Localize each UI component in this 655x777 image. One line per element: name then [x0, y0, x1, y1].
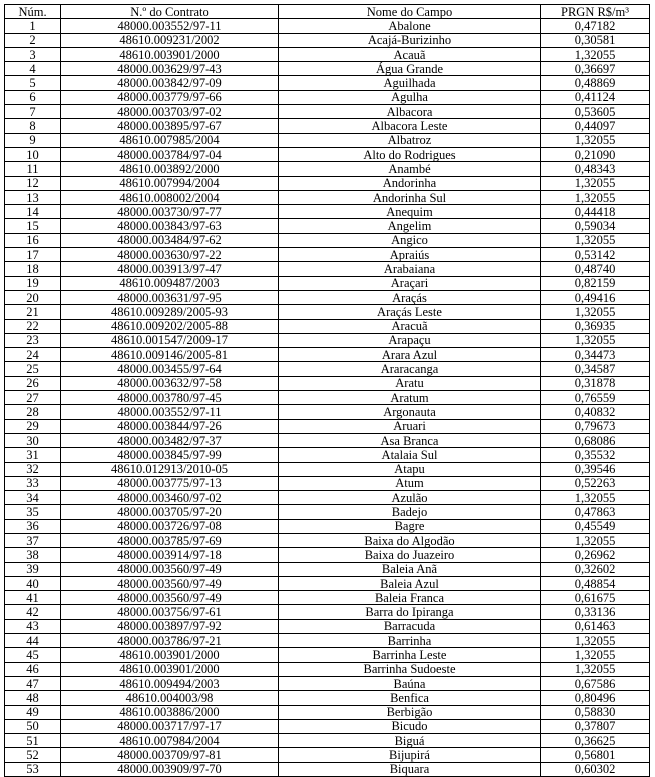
cell-field-name: Araçás Leste — [279, 305, 541, 319]
cell-num: 38 — [5, 548, 61, 562]
header-contract: N.º do Contrato — [61, 5, 279, 19]
cell-prgn: 1,32055 — [541, 176, 650, 190]
cell-contract: 48610.001547/2009-17 — [61, 333, 279, 347]
cell-contract: 48000.003784/97-04 — [61, 147, 279, 161]
cell-num: 36 — [5, 519, 61, 533]
cell-contract: 48000.003785/97-69 — [61, 533, 279, 547]
cell-num: 45 — [5, 648, 61, 662]
table-row — [5, 305, 650, 319]
cell-prgn: 1,32055 — [541, 648, 650, 662]
cell-prgn: 0,41124 — [541, 90, 650, 104]
cell-field-name: Barrinha Leste — [279, 648, 541, 662]
cell-contract: 48610.003901/2000 — [61, 648, 279, 662]
cell-prgn: 1,32055 — [541, 491, 650, 505]
cell-field-name: Aguilhada — [279, 76, 541, 90]
cell-prgn: 0,60302 — [541, 762, 650, 776]
table-row — [5, 462, 650, 476]
table-row — [5, 262, 650, 276]
cell-contract: 48000.003914/97-18 — [61, 548, 279, 562]
header-field-name: Nome do Campo — [279, 5, 541, 19]
cell-num: 29 — [5, 419, 61, 433]
cell-contract: 48000.003844/97-26 — [61, 419, 279, 433]
cell-contract: 48610.004003/98 — [61, 691, 279, 705]
cell-num: 1 — [5, 19, 61, 33]
cell-field-name: Baúna — [279, 676, 541, 690]
cell-contract: 48000.003705/97-20 — [61, 505, 279, 519]
cell-num: 42 — [5, 605, 61, 619]
cell-num: 10 — [5, 147, 61, 161]
cell-num: 52 — [5, 748, 61, 762]
table-row — [5, 533, 650, 547]
cell-num: 7 — [5, 105, 61, 119]
table-row — [5, 119, 650, 133]
cell-num: 53 — [5, 762, 61, 776]
cell-prgn: 0,58830 — [541, 705, 650, 719]
table-row — [5, 105, 650, 119]
cell-prgn: 0,36697 — [541, 62, 650, 76]
table-row — [5, 648, 650, 662]
cell-num: 23 — [5, 333, 61, 347]
cell-num: 6 — [5, 90, 61, 104]
cell-contract: 48000.003631/97-95 — [61, 290, 279, 304]
cell-field-name: Benfica — [279, 691, 541, 705]
cell-num: 20 — [5, 290, 61, 304]
cell-field-name: Berbigão — [279, 705, 541, 719]
cell-num: 46 — [5, 662, 61, 676]
cell-num: 31 — [5, 448, 61, 462]
cell-field-name: Agulha — [279, 90, 541, 104]
cell-contract: 48000.003717/97-17 — [61, 719, 279, 733]
cell-field-name: Araçari — [279, 276, 541, 290]
cell-field-name: Bagre — [279, 519, 541, 533]
cell-prgn: 0,34473 — [541, 348, 650, 362]
cell-contract: 48610.007984/2004 — [61, 734, 279, 748]
cell-num: 26 — [5, 376, 61, 390]
header-row — [5, 5, 650, 19]
cell-field-name: Arara Azul — [279, 348, 541, 362]
cell-num: 37 — [5, 533, 61, 547]
cell-prgn: 0,48343 — [541, 162, 650, 176]
cell-num: 24 — [5, 348, 61, 362]
cell-contract: 48000.003913/97-47 — [61, 262, 279, 276]
cell-num: 2 — [5, 33, 61, 47]
cell-contract: 48000.003632/97-58 — [61, 376, 279, 390]
table-row — [5, 147, 650, 161]
cell-num: 22 — [5, 319, 61, 333]
cell-num: 12 — [5, 176, 61, 190]
cell-num: 47 — [5, 676, 61, 690]
table-row — [5, 90, 650, 104]
cell-prgn: 0,21090 — [541, 147, 650, 161]
cell-prgn: 0,35532 — [541, 448, 650, 462]
cell-prgn: 1,32055 — [541, 133, 650, 147]
cell-num: 17 — [5, 248, 61, 262]
table-row — [5, 133, 650, 147]
cell-num: 34 — [5, 491, 61, 505]
cell-field-name: Aratu — [279, 376, 541, 390]
cell-prgn: 1,32055 — [541, 333, 650, 347]
cell-num: 44 — [5, 634, 61, 648]
cell-field-name: Azulão — [279, 491, 541, 505]
table-row — [5, 419, 650, 433]
table-row — [5, 19, 650, 33]
cell-contract: 48610.003901/2000 — [61, 662, 279, 676]
table-row — [5, 748, 650, 762]
cell-prgn: 0,47182 — [541, 19, 650, 33]
cell-contract: 48000.003842/97-09 — [61, 76, 279, 90]
table-row — [5, 290, 650, 304]
cell-prgn: 1,32055 — [541, 662, 650, 676]
cell-prgn: 0,56801 — [541, 748, 650, 762]
cell-num: 8 — [5, 119, 61, 133]
cell-field-name: Andorinha Sul — [279, 190, 541, 204]
cell-field-name: Aruari — [279, 419, 541, 433]
cell-prgn: 0,47863 — [541, 505, 650, 519]
cell-contract: 48610.012913/2010-05 — [61, 462, 279, 476]
table-row — [5, 319, 650, 333]
cell-prgn: 0,48854 — [541, 576, 650, 590]
cell-num: 41 — [5, 591, 61, 605]
table-row — [5, 162, 650, 176]
cell-num: 48 — [5, 691, 61, 705]
table-row — [5, 519, 650, 533]
table-row — [5, 505, 650, 519]
header-num: Núm. — [5, 5, 61, 19]
cell-field-name: Albacora — [279, 105, 541, 119]
table-row — [5, 176, 650, 190]
cell-num: 51 — [5, 734, 61, 748]
cell-field-name: Biquara — [279, 762, 541, 776]
cell-field-name: Arabaiana — [279, 262, 541, 276]
cell-field-name: Barrinha — [279, 634, 541, 648]
cell-prgn: 0,36625 — [541, 734, 650, 748]
table-row — [5, 333, 650, 347]
cell-field-name: Abalone — [279, 19, 541, 33]
table-row — [5, 548, 650, 562]
cell-contract: 48610.009231/2002 — [61, 33, 279, 47]
cell-num: 50 — [5, 719, 61, 733]
cell-num: 14 — [5, 205, 61, 219]
cell-field-name: Argonauta — [279, 405, 541, 419]
cell-num: 5 — [5, 76, 61, 90]
table-row — [5, 190, 650, 204]
cell-prgn: 0,31878 — [541, 376, 650, 390]
table-row — [5, 219, 650, 233]
cell-num: 30 — [5, 433, 61, 447]
table-row — [5, 476, 650, 490]
cell-prgn: 0,76559 — [541, 391, 650, 405]
cell-num: 21 — [5, 305, 61, 319]
cell-contract: 48000.003909/97-70 — [61, 762, 279, 776]
cell-field-name: Barra do Ipiranga — [279, 605, 541, 619]
cell-field-name: Aratum — [279, 391, 541, 405]
table-row — [5, 233, 650, 247]
cell-num: 28 — [5, 405, 61, 419]
cell-prgn: 0,40832 — [541, 405, 650, 419]
cell-num: 25 — [5, 362, 61, 376]
cell-contract: 48610.007994/2004 — [61, 176, 279, 190]
cell-field-name: Bijupirá — [279, 748, 541, 762]
cell-num: 40 — [5, 576, 61, 590]
cell-field-name: Água Grande — [279, 62, 541, 76]
cell-field-name: Angelim — [279, 219, 541, 233]
cell-field-name: Asa Branca — [279, 433, 541, 447]
cell-contract: 48000.003552/97-11 — [61, 19, 279, 33]
table-row — [5, 619, 650, 633]
cell-prgn: 0,52263 — [541, 476, 650, 490]
table-row — [5, 448, 650, 462]
cell-field-name: Badejo — [279, 505, 541, 519]
cell-contract: 48000.003560/97-49 — [61, 576, 279, 590]
cell-num: 4 — [5, 62, 61, 76]
cell-contract: 48610.003886/2000 — [61, 705, 279, 719]
cell-field-name: Barracuda — [279, 619, 541, 633]
cell-prgn: 0,32602 — [541, 562, 650, 576]
table-row — [5, 691, 650, 705]
table-row — [5, 676, 650, 690]
cell-prgn: 0,26962 — [541, 548, 650, 562]
table-row — [5, 248, 650, 262]
cell-contract: 48000.003630/97-22 — [61, 248, 279, 262]
cell-field-name: Acauã — [279, 47, 541, 61]
cell-prgn: 0,80496 — [541, 691, 650, 705]
cell-prgn: 0,48740 — [541, 262, 650, 276]
cell-contract: 48610.003892/2000 — [61, 162, 279, 176]
cell-prgn: 0,30581 — [541, 33, 650, 47]
cell-field-name: Bicudo — [279, 719, 541, 733]
table-row — [5, 734, 650, 748]
table-row — [5, 605, 650, 619]
cell-contract: 48000.003709/97-81 — [61, 748, 279, 762]
table-row — [5, 62, 650, 76]
table-row — [5, 662, 650, 676]
cell-prgn: 0,67586 — [541, 676, 650, 690]
cell-prgn: 0,37807 — [541, 719, 650, 733]
cell-contract: 48000.003560/97-49 — [61, 591, 279, 605]
table-row — [5, 562, 650, 576]
cell-contract: 48610.009487/2003 — [61, 276, 279, 290]
cell-field-name: Andorinha — [279, 176, 541, 190]
cell-num: 33 — [5, 476, 61, 490]
cell-contract: 48000.003484/97-62 — [61, 233, 279, 247]
cell-num: 3 — [5, 47, 61, 61]
cell-contract: 48610.003901/2000 — [61, 47, 279, 61]
table-row — [5, 491, 650, 505]
table-row — [5, 762, 650, 776]
cell-contract: 48610.008002/2004 — [61, 190, 279, 204]
cell-num: 49 — [5, 705, 61, 719]
cell-field-name: Baleia Azul — [279, 576, 541, 590]
contracts-table — [4, 4, 650, 777]
cell-field-name: Baixa do Algodão — [279, 533, 541, 547]
cell-contract: 48000.003726/97-08 — [61, 519, 279, 533]
cell-prgn: 0,44097 — [541, 119, 650, 133]
cell-num: 9 — [5, 133, 61, 147]
cell-prgn: 0,34587 — [541, 362, 650, 376]
cell-contract: 48610.009146/2005-81 — [61, 348, 279, 362]
cell-field-name: Albacora Leste — [279, 119, 541, 133]
cell-field-name: Aracuã — [279, 319, 541, 333]
cell-prgn: 0,53605 — [541, 105, 650, 119]
cell-num: 13 — [5, 190, 61, 204]
cell-contract: 48000.003775/97-13 — [61, 476, 279, 490]
table-row — [5, 719, 650, 733]
table-row — [5, 348, 650, 362]
header-prgn: PRGN R$/m³ — [541, 5, 650, 19]
cell-num: 39 — [5, 562, 61, 576]
table-row — [5, 33, 650, 47]
cell-prgn: 1,32055 — [541, 47, 650, 61]
cell-contract: 48610.009289/2005-93 — [61, 305, 279, 319]
cell-contract: 48610.009202/2005-88 — [61, 319, 279, 333]
cell-contract: 48000.003843/97-63 — [61, 219, 279, 233]
cell-field-name: Atapu — [279, 462, 541, 476]
cell-prgn: 0,48869 — [541, 76, 650, 90]
cell-prgn: 0,53142 — [541, 248, 650, 262]
table-row — [5, 391, 650, 405]
cell-contract: 48000.003703/97-02 — [61, 105, 279, 119]
cell-prgn: 0,68086 — [541, 433, 650, 447]
cell-num: 35 — [5, 505, 61, 519]
table-row — [5, 376, 650, 390]
table-row — [5, 205, 650, 219]
cell-contract: 48000.003895/97-67 — [61, 119, 279, 133]
cell-num: 27 — [5, 391, 61, 405]
cell-prgn: 0,61463 — [541, 619, 650, 633]
cell-contract: 48610.007985/2004 — [61, 133, 279, 147]
cell-field-name: Albatroz — [279, 133, 541, 147]
cell-prgn: 1,32055 — [541, 305, 650, 319]
cell-contract: 48000.003779/97-66 — [61, 90, 279, 104]
cell-contract: 48000.003730/97-77 — [61, 205, 279, 219]
cell-prgn: 1,32055 — [541, 533, 650, 547]
cell-contract: 48000.003629/97-43 — [61, 62, 279, 76]
cell-prgn: 1,32055 — [541, 233, 650, 247]
cell-num: 16 — [5, 233, 61, 247]
cell-prgn: 0,45549 — [541, 519, 650, 533]
cell-num: 43 — [5, 619, 61, 633]
table-row — [5, 405, 650, 419]
cell-contract: 48000.003845/97-99 — [61, 448, 279, 462]
cell-prgn: 0,33136 — [541, 605, 650, 619]
cell-prgn: 0,82159 — [541, 276, 650, 290]
cell-field-name: Anequim — [279, 205, 541, 219]
cell-contract: 48000.003786/97-21 — [61, 634, 279, 648]
table-row — [5, 576, 650, 590]
cell-prgn: 0,36935 — [541, 319, 650, 333]
cell-prgn: 1,32055 — [541, 634, 650, 648]
cell-field-name: Apraiús — [279, 248, 541, 262]
cell-contract: 48000.003482/97-37 — [61, 433, 279, 447]
cell-prgn: 0,44418 — [541, 205, 650, 219]
table-row — [5, 433, 650, 447]
table-body — [5, 19, 650, 777]
table-row — [5, 634, 650, 648]
cell-contract: 48000.003560/97-49 — [61, 562, 279, 576]
table-row — [5, 591, 650, 605]
cell-num: 18 — [5, 262, 61, 276]
table-header — [5, 5, 650, 19]
cell-num: 19 — [5, 276, 61, 290]
cell-contract: 48000.003756/97-61 — [61, 605, 279, 619]
contracts-table-container — [4, 4, 649, 777]
cell-prgn: 0,59034 — [541, 219, 650, 233]
cell-contract: 48000.003897/97-92 — [61, 619, 279, 633]
table-row — [5, 276, 650, 290]
cell-field-name: Atalaia Sul — [279, 448, 541, 462]
cell-field-name: Baleia Anã — [279, 562, 541, 576]
cell-contract: 48000.003460/97-02 — [61, 491, 279, 505]
cell-num: 11 — [5, 162, 61, 176]
cell-prgn: 0,61675 — [541, 591, 650, 605]
cell-prgn: 0,79673 — [541, 419, 650, 433]
table-row — [5, 47, 650, 61]
cell-field-name: Alto do Rodrigues — [279, 147, 541, 161]
cell-contract: 48000.003780/97-45 — [61, 391, 279, 405]
cell-prgn: 0,39546 — [541, 462, 650, 476]
cell-field-name: Araçás — [279, 290, 541, 304]
table-row — [5, 76, 650, 90]
cell-field-name: Baleia Franca — [279, 591, 541, 605]
cell-prgn: 1,32055 — [541, 190, 650, 204]
cell-field-name: Anambé — [279, 162, 541, 176]
cell-field-name: Baixa do Juazeiro — [279, 548, 541, 562]
cell-contract: 48000.003455/97-64 — [61, 362, 279, 376]
cell-field-name: Biguá — [279, 734, 541, 748]
cell-field-name: Atum — [279, 476, 541, 490]
cell-prgn: 0,49416 — [541, 290, 650, 304]
cell-contract: 48610.009494/2003 — [61, 676, 279, 690]
cell-field-name: Arapaçu — [279, 333, 541, 347]
cell-field-name: Barrinha Sudoeste — [279, 662, 541, 676]
cell-contract: 48000.003552/97-11 — [61, 405, 279, 419]
cell-num: 15 — [5, 219, 61, 233]
cell-num: 32 — [5, 462, 61, 476]
table-row — [5, 705, 650, 719]
table-row — [5, 362, 650, 376]
cell-field-name: Angico — [279, 233, 541, 247]
cell-field-name: Acajá-Burizinho — [279, 33, 541, 47]
cell-field-name: Araracanga — [279, 362, 541, 376]
